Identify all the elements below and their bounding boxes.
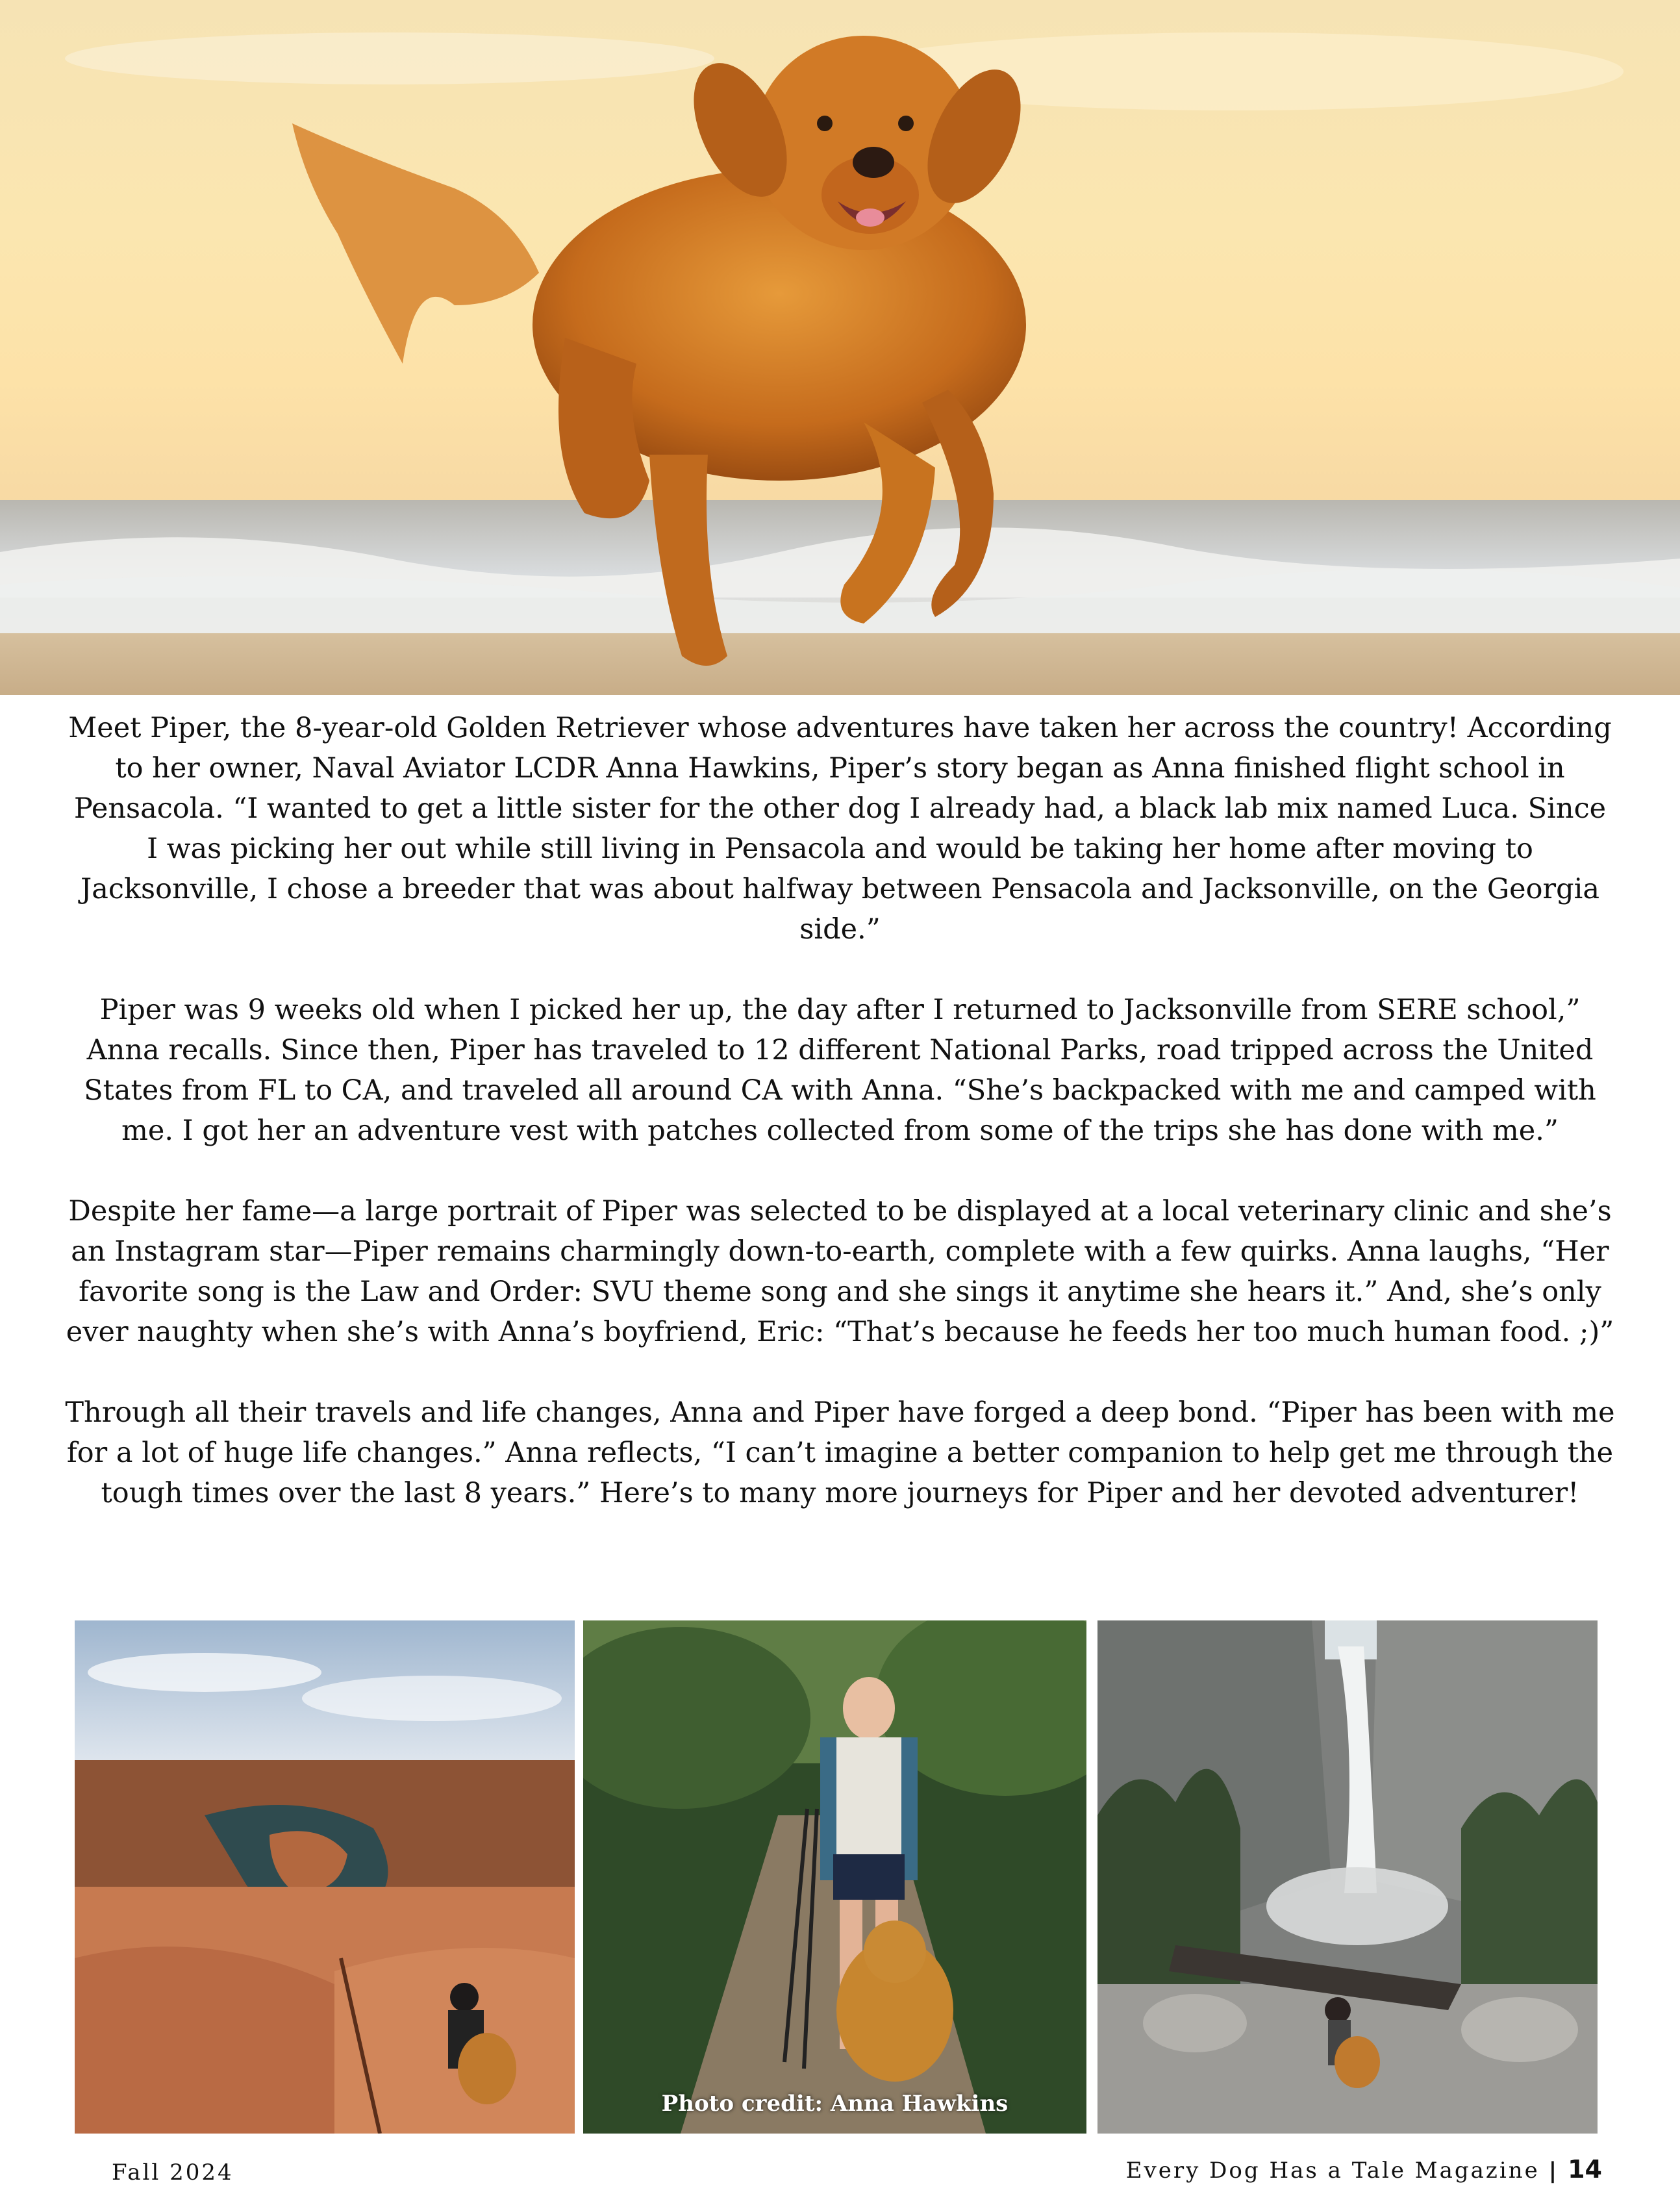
issue-date: Fall 2024 bbox=[112, 2160, 234, 2186]
photo-waterfall-illustration bbox=[1097, 1620, 1598, 2134]
article-paragraph: Meet Piper, the 8-year-old Golden Retriever whose adventures have taken her across the country! According to her owner, Naval Aviator LCDR Anna Hawkins, Piper’s story began as Anna finished flight school in Pensacola. “I wanted to get a little sister for the other dog I already had, a black lab mix named Luca. Since I was picking her out while still living in Pensacola and would be taking her home after moving to Jacksonville, I chose a breeder that was about halfway between Pensacola and Jacksonville, on the Georgia side.” bbox=[68, 712, 1612, 946]
photo-waterfall bbox=[1097, 1620, 1598, 2134]
photo-credit: Photo credit: Anna Hawkins bbox=[661, 2091, 1009, 2117]
photo-canyon-illustration bbox=[75, 1620, 575, 2134]
photo-horseshoe-bend bbox=[75, 1620, 575, 2134]
article-paragraph: Despite her fame—a large portrait of Piper was selected to be displayed at a local veterinary clinic and she’s an Instagram star—Piper remains charmingly down-to-earth, complete with a few quirks. Anna laughs, “Her favorite song is the Law and Order: SVU theme song and she sings it anytime she hears it.” And, she’s only ever naughty when she’s with Anna’s boyfriend, Eric: “That’s because he feeds her too much human food. ;)” bbox=[66, 1195, 1614, 1348]
article-paragraph: Through all their travels and life changes, Anna and Piper have forged a deep bond. “Piper has been with me for a lot of huge life changes.” Anna reflects, “I can’t imagine a better companion to help get me through the tough times over the last 8 years.” Here’s to many more journeys for Piper and her devoted adventurer! bbox=[65, 1396, 1615, 1509]
hero-photo-illustration bbox=[0, 0, 1680, 695]
page-number: 14 bbox=[1568, 2155, 1602, 2184]
photo-trail-illustration bbox=[583, 1620, 1086, 2134]
article-body bbox=[65, 708, 1615, 1554]
photo-forest-trail bbox=[583, 1620, 1086, 2134]
article-paragraph: Piper was 9 weeks old when I picked her up, the day after I returned to Jacksonville from SERE school,” Anna recalls. Since then, Piper has traveled to 12 different National Parks, road tripped across the United States from FL to CA, and traveled all around CA with Anna. “She’s backpacked with me and camped with me. I got her an adventure vest with patches collected from some of the trips she has done with me.” bbox=[84, 994, 1596, 1147]
magazine-name: Every Dog Has a Tale Magazine bbox=[1125, 2158, 1540, 2184]
hero-photo-golden-retriever-beach bbox=[0, 0, 1680, 695]
photo-gallery bbox=[0, 1620, 1680, 2134]
page-footer bbox=[1126, 2155, 1602, 2184]
footer-separator: | bbox=[1548, 2158, 1559, 2184]
